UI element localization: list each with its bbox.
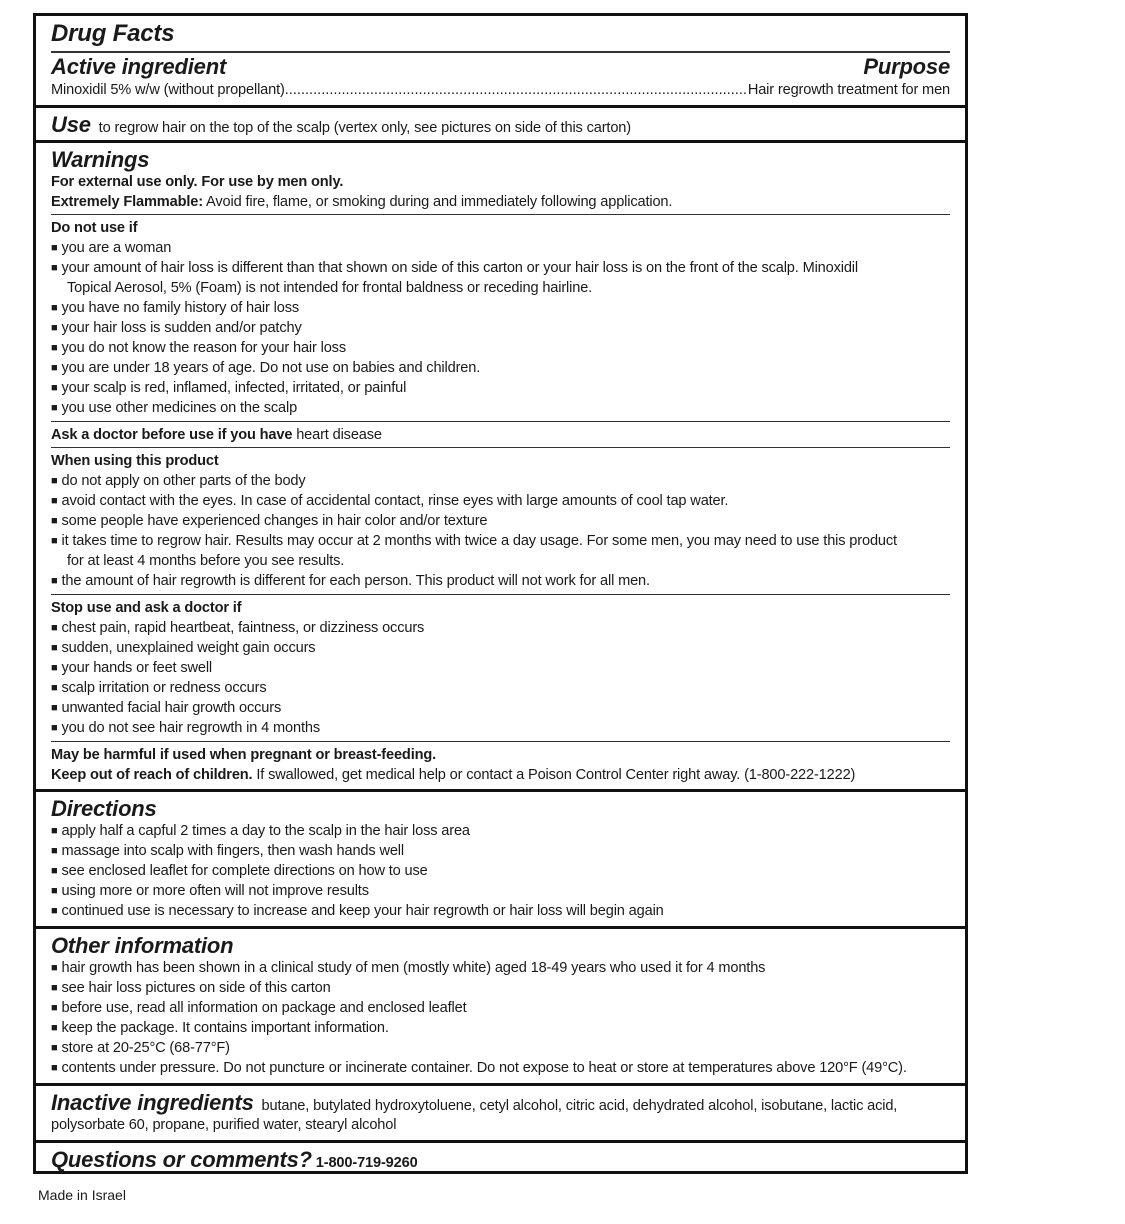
section-divider (36, 926, 965, 929)
list-item: ■ it takes time to regrow hair. Results may occur at 2 months with twice a day usage. For some men, you may need to use this product (51, 531, 950, 552)
purpose-text: Hair regrowth treatment for men (747, 82, 950, 98)
subsection-divider (51, 214, 950, 215)
active-ingredient-text: Minoxidil 5% w/w (without propellant) (51, 82, 285, 98)
keep-out-of-reach-line (51, 765, 950, 785)
list-item: ■ unwanted facial hair growth occurs (51, 698, 950, 719)
section-divider (36, 105, 965, 108)
list-item: ■ chest pain, rapid heartbeat, faintness, or dizziness occurs (51, 618, 950, 639)
title-divider (51, 51, 950, 53)
questions-phone: 1-800-719-9260 (315, 1155, 418, 1171)
list-item: ■ store at 20-25°C (68-77°F) (51, 1038, 950, 1059)
external-use-line: For external use only. For use by men only. (51, 174, 344, 190)
list-item: ■ do not apply on other parts of the body (51, 471, 950, 492)
list-item: ■ you do not know the reason for your hair loss (51, 338, 950, 359)
section-divider (36, 1140, 965, 1143)
ask-doctor-text: heart disease (296, 427, 382, 443)
when-using-heading: When using this product (51, 453, 219, 469)
subsection-divider (51, 421, 950, 422)
list-item: ■ sudden, unexplained weight gain occurs (51, 638, 950, 659)
list-item: ■ before use, read all information on package and enclosed leaflet (51, 998, 950, 1019)
use-heading: Use (51, 112, 91, 137)
flammable-text: Avoid fire, flame, or smoking during and immediately following application. (206, 194, 673, 210)
made-in-label: Made in Israel (38, 1187, 126, 1203)
pregnancy-warning: May be harmful if used when pregnant or breast-feeding. (51, 747, 437, 763)
list-item: ■ see enclosed leaflet for complete directions on how to use (51, 861, 950, 882)
flammable-label: Extremely Flammable: (51, 194, 203, 210)
list-item: ■ you have no family history of hair loss (51, 298, 950, 319)
list-item: ■ you do not see hair regrowth in 4 months (51, 718, 950, 739)
leader-dots (285, 80, 748, 100)
other-info-heading: Other information (51, 933, 234, 958)
use-row (51, 112, 950, 141)
list-item: ■ apply half a capful 2 times a day to the scalp in the hair loss area (51, 821, 950, 842)
list-item: ■ your hands or feet swell (51, 658, 950, 679)
active-heading-row (51, 54, 950, 83)
list-item-continued: Topical Aerosol, 5% (Foam) is not intended for frontal baldness or receding hairline. (67, 280, 593, 296)
list-item: ■ you use other medicines on the scalp (51, 398, 950, 419)
list-item: ■ hair growth has been shown in a clinical study of men (mostly white) aged 18-49 years who used it for 4 months (51, 958, 950, 979)
keep-out-text: If swallowed, get medical help or contact a Poison Control Center right away. (1-800-222-1222) (256, 767, 856, 783)
section-divider (36, 140, 965, 143)
drug-facts-panel (33, 13, 968, 1174)
list-item: ■ continued use is necessary to increase and keep your hair regrowth or hair loss will begin again (51, 901, 950, 922)
list-item: ■ massage into scalp with fingers, then wash hands well (51, 841, 950, 862)
list-item: ■ contents under pressure. Do not puncture or incinerate container. Do not expose to heat or store at temperatures above 120°F (49°C). (51, 1058, 950, 1079)
directions-heading: Directions (51, 796, 157, 821)
questions-heading: Questions or comments? (51, 1147, 312, 1172)
inactive-ingredients-line2: polysorbate 60, propane, purified water, stearyl alcohol (51, 1117, 397, 1133)
keep-out-label: Keep out of reach of children. (51, 767, 253, 783)
warnings-heading: Warnings (51, 147, 150, 172)
list-item: ■ some people have experienced changes in hair color and/or texture (51, 511, 950, 532)
ask-doctor-label: Ask a doctor before use if you have (51, 427, 293, 443)
list-item: ■ see hair loss pictures on side of this carton (51, 978, 950, 999)
purpose-heading: Purpose (863, 54, 950, 79)
list-item: ■ you are a woman (51, 238, 950, 259)
list-item: ■ your amount of hair loss is different than that shown on side of this carton or your hair loss is on the front of the scalp. Minoxidil (51, 258, 950, 279)
list-item: ■ scalp irritation or redness occurs (51, 678, 950, 699)
list-item-continued: for at least 4 months before you see results. (67, 553, 345, 569)
list-item: ■ your hair loss is sudden and/or patchy (51, 318, 950, 339)
inactive-ingredients-text: butane, butylated hydroxytoluene, cetyl alcohol, citric acid, dehydrated alcohol, isobutane, lactic acid, (261, 1098, 898, 1114)
active-ingredient-heading: Active ingredient (51, 54, 227, 79)
questions-row (51, 1147, 950, 1176)
subsection-divider (51, 741, 950, 742)
active-ingredient-row (51, 80, 950, 100)
drug-facts-title: Drug Facts (51, 20, 175, 47)
do-not-use-heading: Do not use if (51, 220, 138, 236)
section-divider (36, 1083, 965, 1086)
list-item: ■ avoid contact with the eyes. In case of accidental contact, rinse eyes with large amounts of cool tap water. (51, 491, 950, 512)
list-item: ■ using more or more often will not improve results (51, 881, 950, 902)
list-item: ■ you are under 18 years of age. Do not use on babies and children. (51, 358, 950, 379)
list-item: ■ the amount of hair regrowth is different for each person. This product will not work for all men. (51, 571, 950, 592)
stop-use-heading: Stop use and ask a doctor if (51, 600, 242, 616)
subsection-divider (51, 594, 950, 595)
subsection-divider (51, 447, 950, 448)
flammable-line (51, 192, 950, 212)
ask-doctor-line (51, 425, 950, 445)
section-divider (36, 789, 965, 792)
list-item: ■ your scalp is red, inflamed, infected, irritated, or painful (51, 378, 950, 399)
list-item: ■ keep the package. It contains important information. (51, 1018, 950, 1039)
inactive-ingredients-heading: Inactive ingredients (51, 1090, 254, 1115)
use-text: to regrow hair on the top of the scalp (vertex only, see pictures on side of this carton) (98, 120, 631, 136)
